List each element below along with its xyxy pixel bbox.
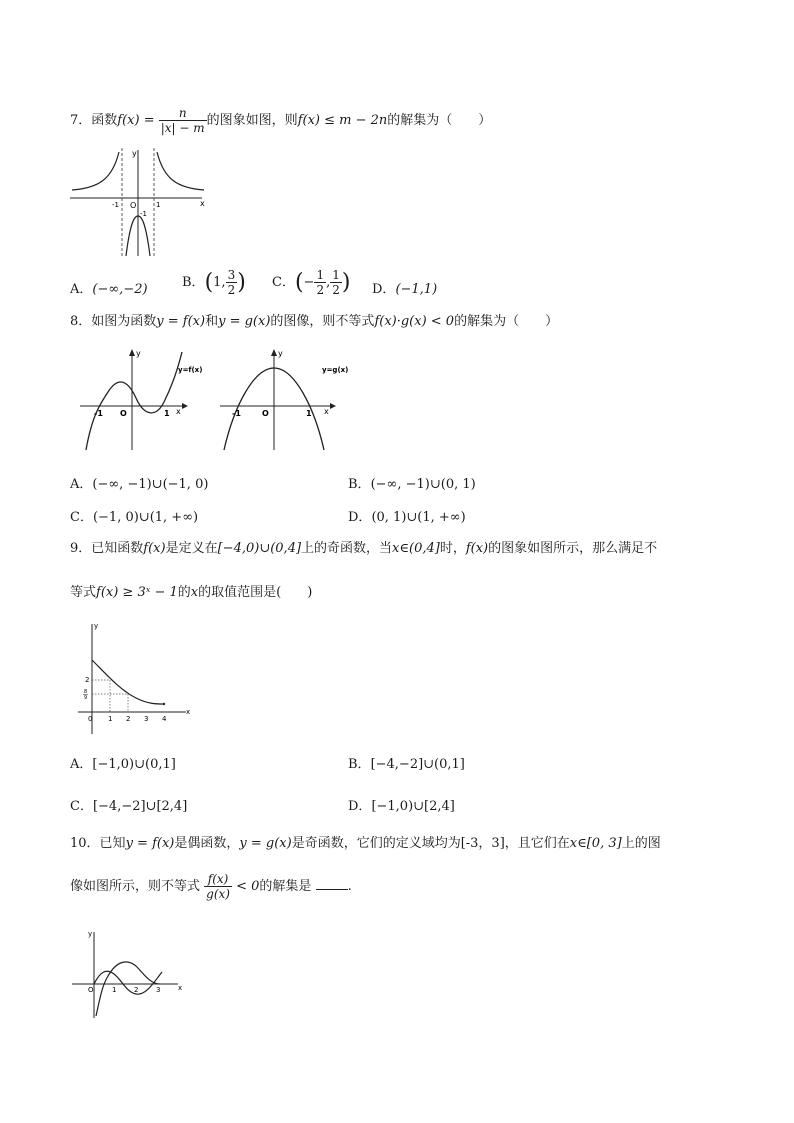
q9-option-c[interactable]: C．[−4,−2]∪[2,4] — [70, 799, 188, 814]
svg-text:1: 1 — [112, 986, 117, 994]
q10-graph — [70, 928, 190, 1020]
q7-prefix: 函数 — [91, 113, 118, 128]
q7-tick-pos1: 1 — [156, 201, 161, 209]
q8-option-b[interactable]: B．(−∞, −1)∪(0, 1) — [348, 477, 476, 492]
q10-stem-line1: 10．已知y = f(x)是偶函数，y = g(x)是奇函数，它们的定义域均为[-3，3]，且它们在x∈[0, 3]上的图 — [70, 836, 661, 851]
svg-text:4: 4 — [162, 715, 167, 723]
q8-option-c[interactable]: C．(−1, 0)∪(1, +∞) — [70, 510, 199, 525]
svg-text:9: 9 — [84, 695, 88, 701]
svg-text:y: y — [88, 930, 93, 938]
svg-text:0: 0 — [88, 715, 93, 723]
q8-stem: 8．如图为函数y = f(x)和y = g(x)的图像，则不等式f(x)·g(x) < 0的解集为（ ） — [70, 314, 559, 329]
svg-text:x: x — [176, 407, 181, 416]
q9-stem-line2: 等式f(x) ≥ 3ˣ − 1的x的取值范围是( ) — [70, 585, 313, 600]
q7-number: 7． — [70, 113, 92, 128]
svg-text:-1: -1 — [94, 409, 103, 418]
svg-text:1: 1 — [306, 409, 312, 418]
q7-tick-neg1: -1 — [112, 201, 119, 209]
q7-y-label: y — [132, 149, 137, 158]
q8-f-label: y=f(x) — [178, 366, 203, 374]
q7-option-c[interactable]: C．(− $\frac{1}{2}$ , $\frac{1}{2}$ ) — [272, 268, 351, 297]
q10-stem-line2: 像如图所示，则不等式 $\frac{f(x)}{g(x)}$ < 0的解集是 . — [70, 872, 352, 901]
q9-option-b[interactable]: B．[−4,−2]∪(0,1] — [348, 757, 465, 772]
q7-ineq: f(x) ≤ m − 2n — [297, 113, 388, 128]
svg-text:O: O — [88, 986, 94, 994]
q7-func: f(x) = — [117, 113, 155, 128]
q8-graph-g — [218, 346, 358, 450]
q7-x-label: x — [200, 199, 205, 208]
q9-graph — [76, 620, 196, 736]
q7-suffix: 的解集为（ ） — [387, 113, 492, 128]
svg-text:3: 3 — [144, 715, 149, 723]
q7-stem — [70, 106, 491, 135]
svg-text:2: 2 — [126, 715, 131, 723]
svg-text:x: x — [178, 984, 183, 992]
q8-option-a[interactable]: A．(−∞, −1)∪(−1, 0) — [70, 477, 209, 492]
svg-text:y: y — [136, 349, 141, 358]
q7-fraction: $\frac{n}{|x| - m}$ — [160, 106, 205, 135]
q9-option-d[interactable]: D．[−1,0)∪[2,4] — [348, 799, 455, 814]
svg-text:O: O — [262, 409, 269, 418]
svg-text:1: 1 — [108, 715, 113, 723]
q9-stem-line1: 9．已知函数f(x)是定义在[−4,0)∪(0,4]上的奇函数，当x∈(0,4]时，f(x)的图象如图所示，那么满足不 — [70, 541, 658, 556]
q9-option-a[interactable]: A．[−1,0)∪(0,1] — [70, 757, 176, 772]
q7-option-a[interactable]: A．(−∞,−2) — [70, 282, 148, 297]
q7-tick-neg1-y: -1 — [140, 210, 147, 218]
svg-text:-1: -1 — [232, 409, 241, 418]
q7-option-d[interactable]: D．(−1,1) — [372, 282, 438, 297]
svg-text:x: x — [186, 708, 191, 716]
svg-text:x: x — [324, 407, 329, 416]
svg-text:8: 8 — [84, 689, 88, 695]
svg-text:1: 1 — [164, 409, 170, 418]
q8-g-label: y=g(x) — [322, 366, 349, 374]
svg-text:2: 2 — [85, 676, 90, 684]
q7-graph — [68, 144, 208, 258]
q10-fraction: $\frac{f(x)}{g(x)}$ — [206, 872, 230, 901]
svg-text:2: 2 — [134, 986, 139, 994]
svg-text:y: y — [278, 349, 283, 358]
q7-option-b[interactable]: B．(1, $\frac{3}{2}$ ) — [182, 268, 246, 297]
svg-text:y: y — [94, 622, 99, 630]
q10-answer-blank[interactable] — [316, 877, 348, 890]
q8-graph-f — [78, 346, 208, 450]
svg-text:3: 3 — [156, 986, 161, 994]
q7-origin-label: O — [130, 201, 137, 210]
q7-middle: 的图象如图，则 — [206, 113, 298, 128]
svg-text:O: O — [120, 409, 127, 418]
q8-option-d[interactable]: D．(0, 1)∪(1, +∞) — [348, 510, 466, 525]
